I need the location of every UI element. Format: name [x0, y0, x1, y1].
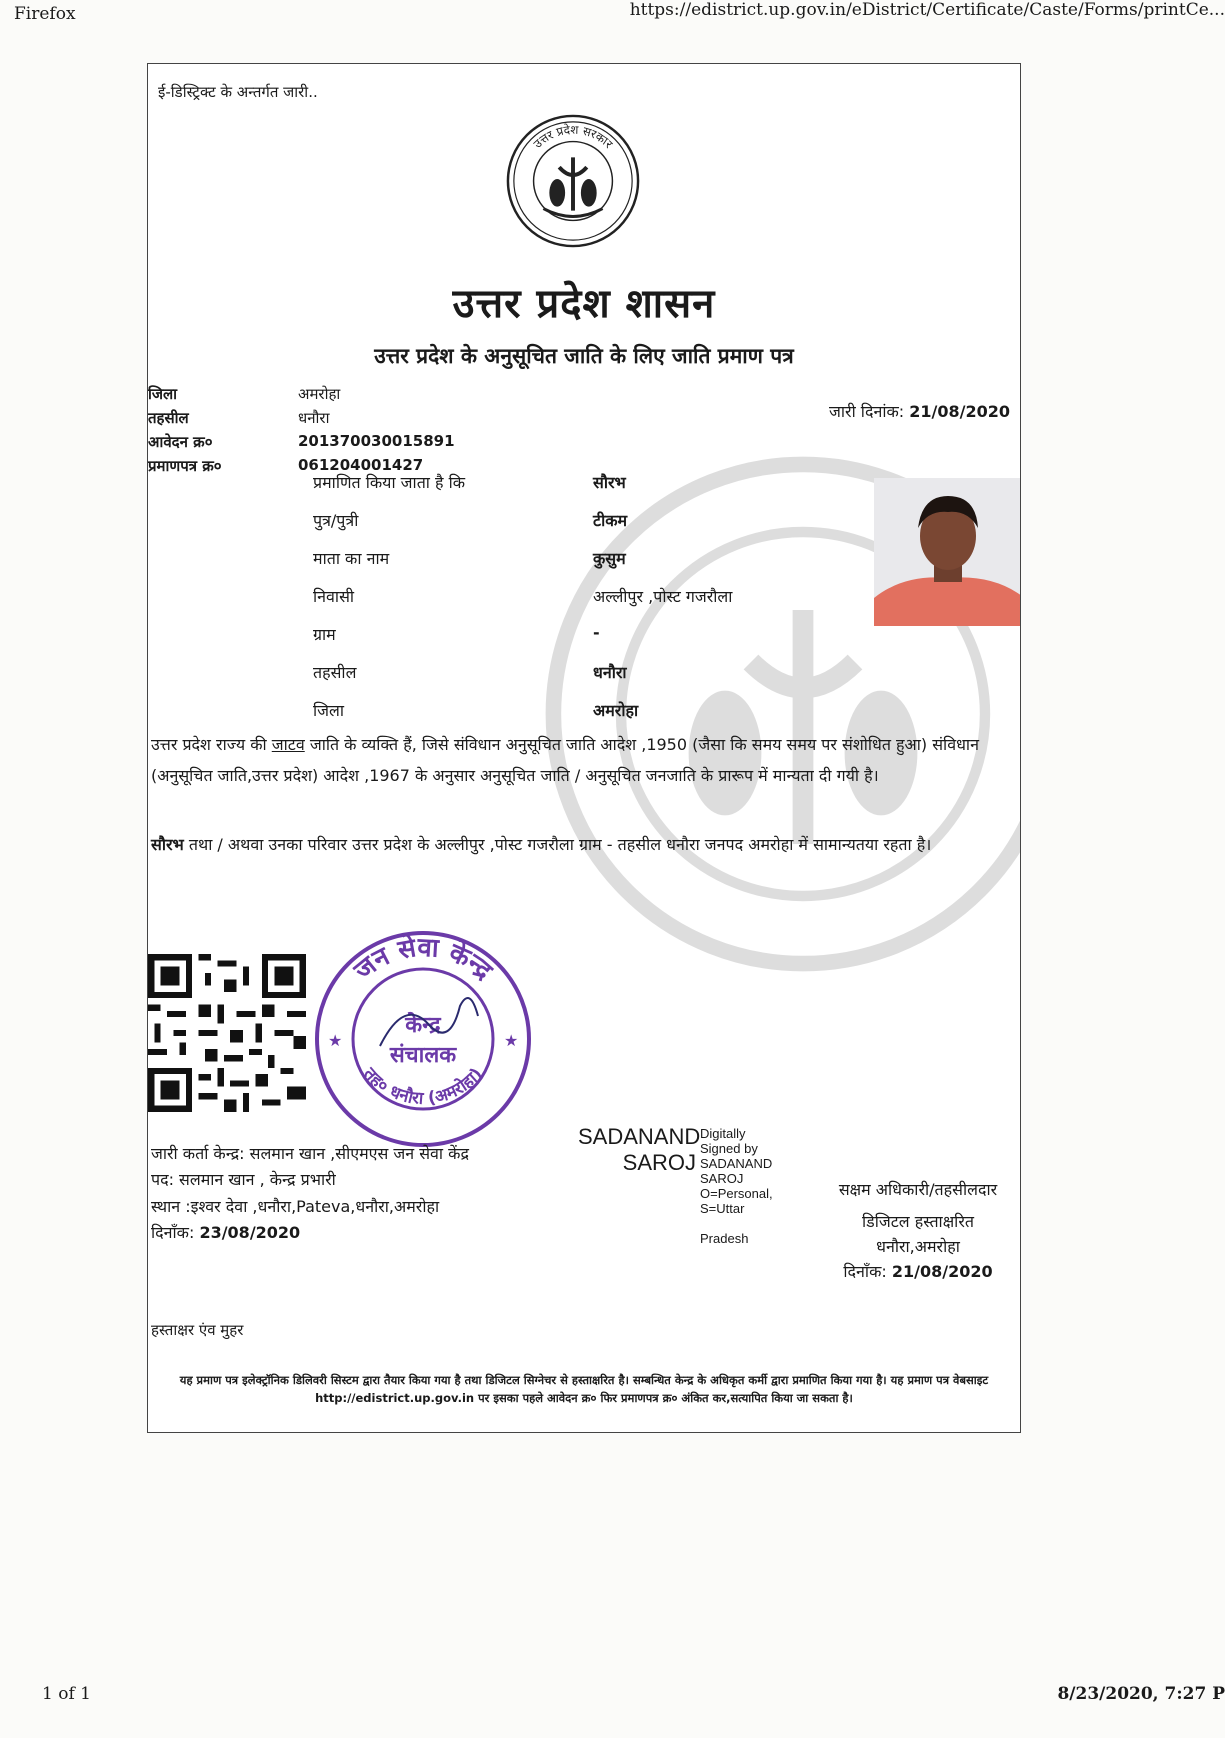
stamp-top-text: जन सेवा केन्द्र: [348, 932, 498, 987]
signature-line: SADANAND: [700, 1156, 773, 1171]
certificate-subtitle: उत्तर प्रदेश के अनुसूचित जाति के लिए जाति प्रमाण पत्र: [374, 344, 794, 368]
statement-text: जाति के व्यक्ति हैं, जिसे संविधान अनुसूचित जाति आदेश ,1950 (जैसा कि समय समय पर संशोधित हुआ) संविधान (अनुसूचित जाति,उत्तर प्रदेश) आदेश ,1967 के अनुसार अनुसूचित जाति / अनुसूचित जनजाति के प्रारूप में मान्यता दी गयी है।: [151, 735, 979, 785]
authority-date-value: 21/08/2020: [891, 1262, 993, 1281]
mother-name: कुसुम: [593, 549, 626, 568]
svg-text:तह० धनौरा (अमरोहा): [359, 1063, 487, 1109]
meta-value: धनौरा: [298, 409, 330, 427]
issue-date-label: जारी दिनांक:: [829, 402, 905, 421]
statement-text: तथा / अथवा उनका परिवार उत्तर प्रदेश के अल्लीपुर ,पोस्ट गजरौला ग्राम - तहसील धनौरा जनपद अमरोहा में सामान्यतया रहता है।: [183, 835, 932, 854]
stamp-center-line1: केन्द्र: [405, 1013, 441, 1038]
digital-signer-name: [578, 1124, 701, 1176]
up-emblem-icon: [504, 112, 642, 250]
stamp-star-icon: ★: [328, 1031, 343, 1050]
authority-title: सक्षम अधिकारी/तहसीलदार: [838, 1180, 998, 1199]
stamp-center-line2: संचालक: [389, 1043, 457, 1068]
page-count: 1 of 1: [42, 1684, 91, 1704]
stamp-star-icon: ★: [504, 1031, 519, 1050]
government-title: उत्तर प्रदेश शासन: [452, 281, 716, 327]
field-label: माता का नाम: [313, 549, 390, 568]
meta-value: अमरोहा: [298, 385, 341, 403]
signature-line: [700, 1216, 790, 1231]
signer-name-line: SAROJ: [622, 1150, 696, 1175]
signature-line: SAROJ: [700, 1171, 744, 1186]
field-label: प्रमाणित किया जाता है कि: [313, 473, 466, 492]
signature-line: S=Uttar: [700, 1201, 745, 1216]
meta-label: तहसील: [148, 409, 189, 427]
tehsil-value: धनौरा: [593, 663, 627, 682]
village: -: [593, 623, 600, 642]
applicant-photo: [874, 478, 1021, 626]
issuing-center: जारी कर्ता केन्द्र: सलमान खान ,सीएमएस जन सेवा केंद्र: [151, 1144, 469, 1163]
issuer-date-value: 23/08/2020: [199, 1223, 301, 1242]
svg-text:जन सेवा केन्द्र: [348, 932, 499, 987]
statement-prefix: उत्तर प्रदेश राज्य की: [151, 735, 272, 754]
issued-under-label: ई-डिस्ट्रिक्ट के अन्तर्गत जारी..: [158, 83, 318, 101]
jan-seva-kendra-stamp: [310, 926, 536, 1152]
certificate-number: 061204001427: [298, 456, 424, 474]
issuer-post: पद: सलमान खान , केन्द्र प्रभारी: [151, 1170, 336, 1189]
authority-place: धनौरा,अमरोहा: [876, 1237, 960, 1256]
field-label: ग्राम: [313, 625, 336, 644]
issuer-date: [151, 1221, 300, 1243]
issue-date: [829, 400, 1010, 422]
authority-date: [808, 1260, 1021, 1282]
meta-label: जिला: [148, 385, 178, 403]
emblem-text: उत्तर प्रदेश सरकार: [530, 122, 616, 151]
caste-name: जाटव: [271, 735, 305, 754]
browser-name: Firefox: [14, 4, 76, 24]
meta-label: आवेदन क्र०: [148, 433, 213, 451]
issuer-date-label: दिनाँक:: [151, 1223, 195, 1242]
residence-statement: [151, 829, 1011, 860]
authority-signed: डिजिटल हस्ताक्षरित: [862, 1212, 974, 1231]
signature-line: O=Personal,: [700, 1186, 773, 1201]
signature-line: Digitally: [700, 1126, 746, 1141]
parent-name: टीकम: [593, 511, 628, 530]
qr-code: [148, 954, 306, 1112]
district-value: अमरोहा: [593, 701, 639, 720]
signature-line: Pradesh: [700, 1231, 749, 1246]
field-label: निवासी: [313, 587, 355, 606]
caste-statement: [151, 729, 1011, 791]
signature-line: Signed by: [700, 1141, 758, 1156]
issuer-place: स्थान :इश्वर देवा ,धनौरा,Pateva,धनौरा,अमरोहा: [151, 1197, 440, 1216]
svg-text:उत्तर प्रदेश सरकार: [531, 123, 617, 152]
field-label: पुत्र/पुत्री: [313, 511, 359, 530]
application-number: 201370030015891: [298, 432, 455, 450]
signature-and-seal-label: हस्ताक्षर एंव मुहर: [151, 1321, 244, 1339]
field-label: तहसील: [313, 663, 357, 682]
residence: अल्लीपुर ,पोस्ट गजरौला: [593, 587, 733, 606]
statement-name: सौरभ: [151, 835, 184, 854]
stamp-bottom-text: तह० धनौरा (अमरोहा): [359, 1064, 487, 1109]
print-timestamp: 8/23/2020, 7:27 P: [1057, 1684, 1225, 1704]
digital-signature-detail: [700, 1126, 790, 1246]
field-label: जिला: [313, 701, 345, 720]
issue-date-value: 21/08/2020: [909, 402, 1010, 421]
meta-label: प्रमाणपत्र क्र०: [148, 457, 222, 475]
page-url: https://edistrict.up.gov.in/eDistrict/Certificate/Caste/Forms/printCe...: [629, 0, 1225, 20]
certificate: [147, 63, 1021, 1433]
signer-name-line: SADANAND: [578, 1124, 701, 1149]
applicant-name: सौरभ: [593, 473, 626, 492]
verification-note: यह प्रमाण पत्र इलेक्ट्रॉनिक डिलिवरी सिस्टम द्वारा तैयार किया गया है तथा डिजिटल सिग्नेचर से हस्ताक्षरित है। सम्बन्धित केन्द्र के अधिकृत कर्मी द्वारा प्रमाणित किया गया है। यह प्रमाण पत्र वेबसाइट http://edistrict.up.gov.in पर इसका पहले आवेदन क्र० फिर प्रमाणपत्र क्र० अंकित कर,सत्यापित किया जा सकता है।: [179, 1373, 989, 1405]
authority-date-label: दिनाँक:: [843, 1262, 887, 1281]
